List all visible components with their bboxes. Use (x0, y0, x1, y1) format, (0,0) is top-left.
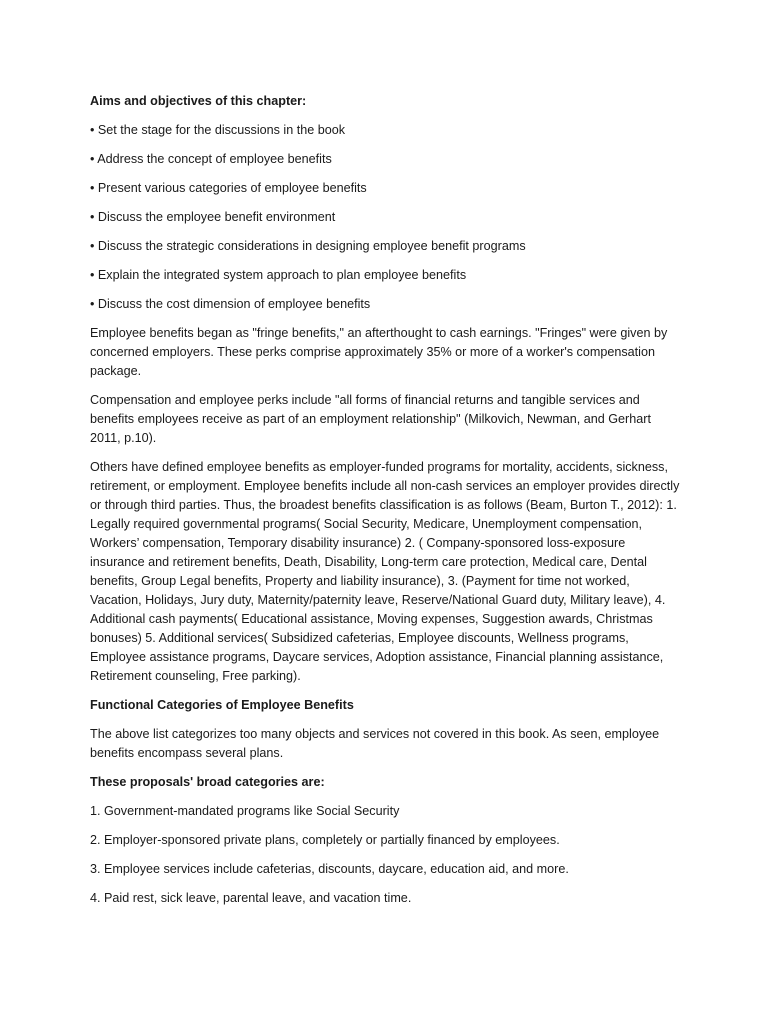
category-list-item: 3. Employee services include cafeterias, discounts, daycare, education aid, and more. (90, 862, 569, 876)
definition-paragraph: Compensation and employee perks include "all forms of financial returns and tangible services and benefits employees receive as part of an employment relationship" (Milkovich, Newman, and Gerhart 2011, p.10). (90, 393, 651, 445)
functional-categories-paragraph: The above list categorizes too many objects and services not covered in this book. As seen, employee benefits encompass several plans. (90, 727, 660, 760)
category-list-item: 2. Employer-sponsored private plans, completely or partially financed by employees. (90, 833, 560, 847)
category-list-item: 1. Government-mandated programs like Social Security (90, 804, 400, 818)
aim-bullet-item: • Address the concept of employee benefits (90, 152, 332, 166)
aim-bullet-item: • Present various categories of employee benefits (90, 181, 367, 195)
aim-bullet-item: • Set the stage for the discussions in the book (90, 123, 346, 137)
aim-bullet-item: • Discuss the employee benefit environment (90, 210, 336, 224)
functional-categories-heading: Functional Categories of Employee Benefits (90, 698, 354, 712)
aim-bullet-item: • Discuss the cost dimension of employee benefits (90, 297, 371, 311)
aims-heading: Aims and objectives of this chapter: (90, 94, 307, 108)
document-body (90, 92, 680, 918)
aim-bullet-item: • Explain the integrated system approach to plan employee benefits (90, 268, 467, 282)
category-list-item: 4. Paid rest, sick leave, parental leave, and vacation time. (90, 891, 412, 905)
proposals-heading: These proposals' broad categories are: (90, 775, 325, 789)
aim-bullet-item: • Discuss the strategic considerations in designing employee benefit programs (90, 239, 526, 253)
classification-paragraph: Others have defined employee benefits as employer-funded programs for mortality, accidents, sickness, retirement, or employment. Employee benefits include all non-cash services an employer provides directly or through third parties. Thus, the broadest benefits classification is as follows (Beam, Burton T., 2012): 1. Legally required governmental programs( Social Security, Medicare, Unemployment compensation, Workers’ compensation, Temporary disability insurance) 2. ( Company-sponsored loss-exposure insurance and retirement benefits, Death, Disability, Long-term care protection, Medical care, Dental benefits, Group Legal benefits, Property and liability insurance), 3. (Payment for time not worked, Vacation, Holidays, Jury duty, Maternity/paternity leave, Reserve/National Guard duty, Military leave), 4. Additional cash payments( Educational assistance, Moving expenses, Suggestion awards, Christmas bonuses) 5. Additional services( Subsidized cafeterias, Employee discounts, Wellness programs, Employee assistance programs, Daycare services, Adoption assistance, Financial planning assistance, Retirement counseling, Free parking). (90, 460, 680, 683)
intro-paragraph: Employee benefits began as "fringe benefits," an afterthought to cash earnings. "Fringes" were given by concerned employers. These perks comprise approximately 35% or more of a worker's compensation package. (90, 326, 668, 378)
